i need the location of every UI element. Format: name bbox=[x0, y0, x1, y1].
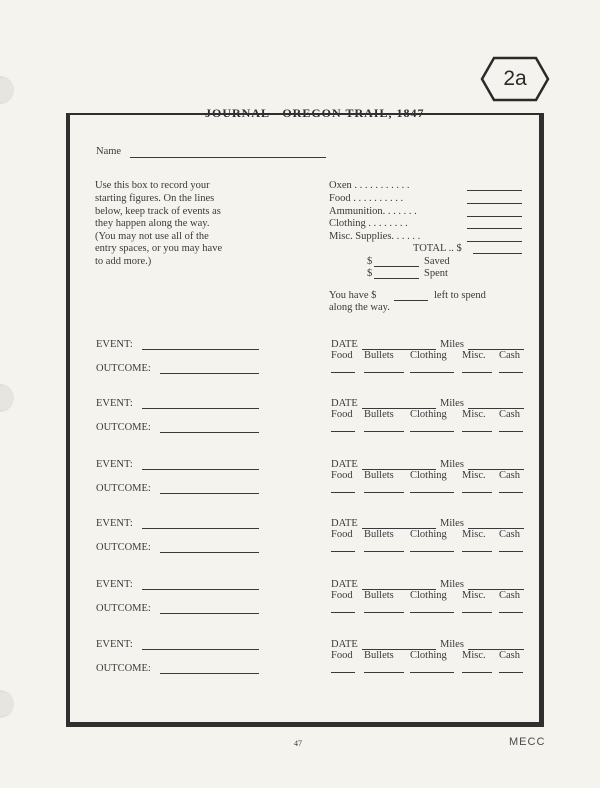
saved-prefix: $ bbox=[367, 256, 373, 267]
column-header: Food bbox=[331, 590, 353, 601]
event-field[interactable] bbox=[142, 528, 259, 529]
supply-oxen-label: Oxen . . . . . . . . . . . bbox=[329, 180, 410, 191]
spent-field[interactable] bbox=[374, 278, 419, 279]
binder-hole-top bbox=[0, 76, 14, 104]
outcome-field[interactable] bbox=[160, 673, 259, 674]
supply-clothing-field[interactable] bbox=[467, 228, 522, 229]
column-header: Food bbox=[331, 529, 353, 540]
column-header: Clothing bbox=[410, 350, 447, 361]
event-field[interactable] bbox=[142, 469, 259, 470]
column-header: Food bbox=[331, 409, 353, 420]
outcome-label: OUTCOME: bbox=[96, 422, 151, 433]
column-header: Clothing bbox=[410, 590, 447, 601]
column-field[interactable] bbox=[331, 672, 355, 673]
column-field[interactable] bbox=[364, 372, 404, 373]
date-label: DATE bbox=[331, 459, 358, 470]
column-header: Food bbox=[331, 650, 353, 661]
miles-label: Miles bbox=[440, 459, 464, 470]
instruction-line: to add more.) bbox=[95, 256, 152, 267]
supply-food-field[interactable] bbox=[467, 203, 522, 204]
column-header: Misc. bbox=[462, 650, 486, 661]
left-to-spend-suffix: left to spend bbox=[434, 290, 486, 301]
column-header: Food bbox=[331, 470, 353, 481]
column-header: Misc. bbox=[462, 529, 486, 540]
miles-label: Miles bbox=[440, 339, 464, 350]
column-header: Food bbox=[331, 350, 353, 361]
column-header: Clothing bbox=[410, 650, 447, 661]
supply-oxen-field[interactable] bbox=[467, 190, 522, 191]
supply-food-label: Food . . . . . . . . . . bbox=[329, 193, 404, 204]
outcome-field[interactable] bbox=[160, 552, 259, 553]
column-header: Cash bbox=[499, 470, 520, 481]
column-header: Cash bbox=[499, 590, 520, 601]
spent-prefix: $ bbox=[367, 268, 373, 279]
date-label: DATE bbox=[331, 639, 358, 650]
outcome-label: OUTCOME: bbox=[96, 603, 151, 614]
page-badge bbox=[480, 56, 550, 102]
column-header: Clothing bbox=[410, 470, 447, 481]
column-header: Cash bbox=[499, 350, 520, 361]
column-header: Bullets bbox=[364, 409, 394, 420]
date-label: DATE bbox=[331, 579, 358, 590]
column-field[interactable] bbox=[499, 372, 523, 373]
column-field[interactable] bbox=[331, 431, 355, 432]
column-field[interactable] bbox=[499, 551, 523, 552]
column-field[interactable] bbox=[364, 612, 404, 613]
miles-label: Miles bbox=[440, 639, 464, 650]
column-field[interactable] bbox=[499, 431, 523, 432]
saved-field[interactable] bbox=[374, 266, 419, 267]
column-field[interactable] bbox=[331, 372, 355, 373]
publisher-label: MECC bbox=[509, 736, 546, 748]
supply-misc-label: Misc. Supplies. . . . . . bbox=[329, 231, 421, 242]
frame-right-shadow bbox=[539, 113, 544, 727]
event-label: EVENT: bbox=[96, 579, 133, 590]
column-field[interactable] bbox=[410, 431, 454, 432]
column-field[interactable] bbox=[410, 372, 454, 373]
instruction-line: entry spaces, or you may have bbox=[95, 243, 223, 254]
page-title: JOURNAL - OREGON TRAIL, 1847 bbox=[205, 106, 425, 120]
column-field[interactable] bbox=[410, 612, 454, 613]
column-field[interactable] bbox=[462, 492, 492, 493]
supply-misc-field[interactable] bbox=[467, 241, 522, 242]
event-label: EVENT: bbox=[96, 518, 133, 529]
instruction-line: (You may not use all of the bbox=[95, 231, 209, 242]
instruction-line: Use this box to record your bbox=[95, 180, 210, 191]
column-field[interactable] bbox=[364, 431, 404, 432]
frame-left-edge bbox=[66, 113, 70, 727]
page-number: 47 bbox=[294, 739, 302, 748]
instruction-line: starting figures. On the lines bbox=[95, 193, 215, 204]
column-header: Cash bbox=[499, 650, 520, 661]
date-label: DATE bbox=[331, 398, 358, 409]
outcome-label: OUTCOME: bbox=[96, 363, 151, 374]
column-field[interactable] bbox=[331, 551, 355, 552]
event-field[interactable] bbox=[142, 349, 259, 350]
column-header: Bullets bbox=[364, 470, 394, 481]
column-header: Bullets bbox=[364, 350, 394, 361]
instruction-line: below, keep track of events as bbox=[95, 206, 221, 217]
column-field[interactable] bbox=[499, 612, 523, 613]
left-to-spend-line2: along the way. bbox=[329, 302, 390, 313]
column-header: Misc. bbox=[462, 350, 486, 361]
name-label: Name bbox=[96, 146, 122, 157]
supply-ammunition-field[interactable] bbox=[467, 216, 522, 217]
column-field[interactable] bbox=[331, 612, 355, 613]
left-to-spend-prefix: You have $ bbox=[329, 290, 377, 301]
outcome-field[interactable] bbox=[160, 432, 259, 433]
miles-label: Miles bbox=[440, 398, 464, 409]
event-label: EVENT: bbox=[96, 339, 133, 350]
supply-clothing-label: Clothing . . . . . . . . bbox=[329, 218, 408, 229]
event-field[interactable] bbox=[142, 408, 259, 409]
column-header: Misc. bbox=[462, 590, 486, 601]
date-label: DATE bbox=[331, 339, 358, 350]
column-field[interactable] bbox=[462, 431, 492, 432]
column-field[interactable] bbox=[462, 612, 492, 613]
outcome-label: OUTCOME: bbox=[96, 542, 151, 553]
column-field[interactable] bbox=[499, 492, 523, 493]
outcome-field[interactable] bbox=[160, 373, 259, 374]
total-label: TOTAL .. $ bbox=[413, 243, 462, 254]
instruction-line: they happen along the way. bbox=[95, 218, 210, 229]
badge-label: 2a bbox=[503, 67, 527, 90]
outcome-field[interactable] bbox=[160, 493, 259, 494]
miles-label: Miles bbox=[440, 579, 464, 590]
event-label: EVENT: bbox=[96, 639, 133, 650]
binder-hole-bottom bbox=[0, 690, 14, 718]
column-header: Misc. bbox=[462, 409, 486, 420]
left-to-spend-field[interactable] bbox=[394, 300, 428, 301]
saved-label: Saved bbox=[424, 256, 450, 267]
column-field[interactable] bbox=[462, 672, 492, 673]
column-field[interactable] bbox=[364, 492, 404, 493]
column-field[interactable] bbox=[410, 492, 454, 493]
event-field[interactable] bbox=[142, 649, 259, 650]
name-field[interactable] bbox=[130, 157, 326, 158]
miles-label: Miles bbox=[440, 518, 464, 529]
spent-label: Spent bbox=[424, 268, 448, 279]
outcome-label: OUTCOME: bbox=[96, 663, 151, 674]
column-header: Bullets bbox=[364, 650, 394, 661]
outcome-label: OUTCOME: bbox=[96, 483, 151, 494]
column-header: Cash bbox=[499, 529, 520, 540]
column-field[interactable] bbox=[364, 551, 404, 552]
column-header: Bullets bbox=[364, 590, 394, 601]
event-field[interactable] bbox=[142, 589, 259, 590]
column-field[interactable] bbox=[499, 672, 523, 673]
column-header: Bullets bbox=[364, 529, 394, 540]
binder-hole-middle bbox=[0, 384, 14, 412]
column-field[interactable] bbox=[364, 672, 404, 673]
column-header: Clothing bbox=[410, 409, 447, 420]
column-field[interactable] bbox=[462, 551, 492, 552]
column-header: Misc. bbox=[462, 470, 486, 481]
supply-ammunition-label: Ammunition. . . . . . . bbox=[329, 206, 417, 217]
column-field[interactable] bbox=[331, 492, 355, 493]
total-field[interactable] bbox=[473, 253, 522, 254]
frame-bottom-shadow bbox=[66, 722, 544, 727]
column-header: Clothing bbox=[410, 529, 447, 540]
column-field[interactable] bbox=[462, 372, 492, 373]
event-label: EVENT: bbox=[96, 398, 133, 409]
column-field[interactable] bbox=[410, 551, 454, 552]
event-label: EVENT: bbox=[96, 459, 133, 470]
column-header: Cash bbox=[499, 409, 520, 420]
date-label: DATE bbox=[331, 518, 358, 529]
column-field[interactable] bbox=[410, 672, 454, 673]
outcome-field[interactable] bbox=[160, 613, 259, 614]
